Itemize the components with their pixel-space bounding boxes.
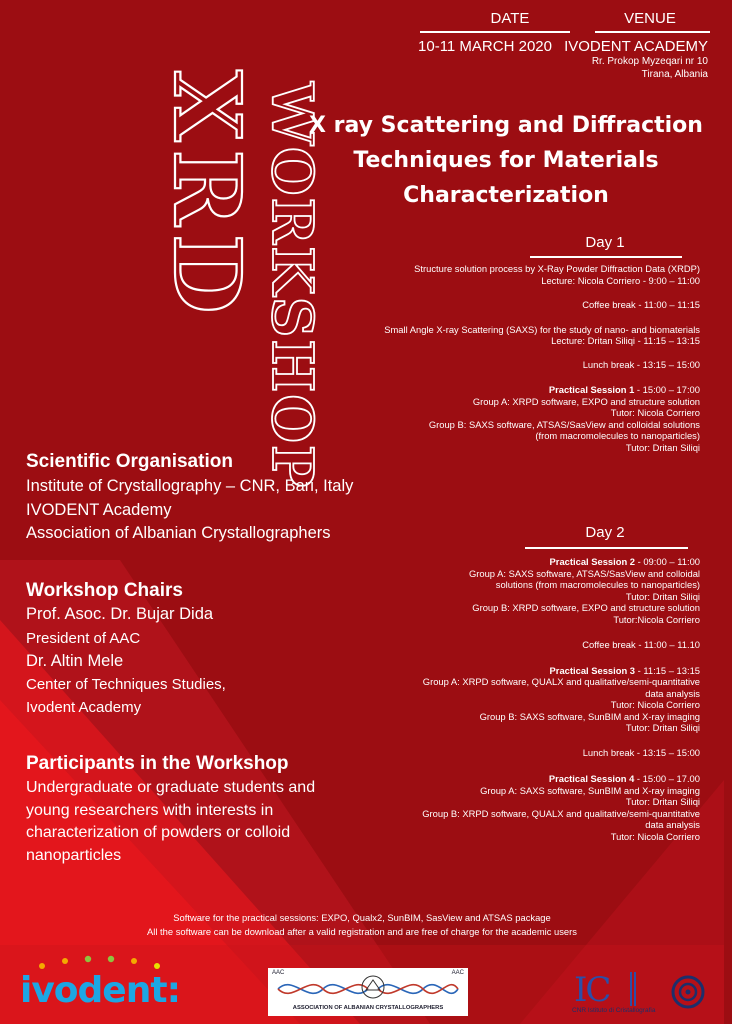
ps4-group-a: Group A: SAXS software, SunBIM and X-ray imaging (480, 784, 700, 796)
ps4-group-b-line2: data analysis (645, 819, 700, 830)
ic-bar-2 (634, 972, 636, 1006)
chairs-line3: Dr. Altin Mele (26, 651, 124, 670)
title-line3: Characterization (403, 183, 609, 208)
chairs-line2: President of AAC (26, 629, 141, 647)
day2-lunch-break: Lunch break - 13:15 – 15:00 (582, 747, 700, 758)
venue-rule (595, 31, 710, 33)
ps4-time: - 15:00 – 17.00 (634, 773, 700, 784)
aac-logo (268, 968, 468, 1016)
venue-block (540, 38, 708, 81)
ps3-group-b: Group B: SAXS software, SunBIM and X-ray imaging (479, 710, 700, 722)
day1-rule (530, 256, 682, 258)
day1-session2-title: Small Angle X-ray Scattering (SAXS) for the study of nano- and biomaterials (384, 323, 700, 335)
ps2-group-a-line1: Group A: SAXS software, ATSAS/SasView and colloidal (468, 567, 700, 579)
ps4-group-b-line1: Group B: XRPD software, QUALX and qualitative/semi-quantitative (422, 807, 700, 819)
date-label: DATE (490, 10, 530, 27)
ps4-tutor-b: Tutor: Nicola Corriero (610, 830, 700, 842)
day1-practical-session1 (280, 384, 700, 396)
participants-heading: Participants in the Workshop (26, 753, 289, 774)
participants-line1: Undergraduate or graduate students and (26, 779, 316, 796)
footer-software-note (0, 911, 724, 939)
aac-tag-left: AAC (272, 970, 285, 976)
ic-wordmark: IC (574, 970, 610, 1010)
footer-line2: All the software can be download after a valid registration and are free of charge for the academic users (147, 926, 577, 937)
sci-org-line1: Institute of Crystallography – CNR, Bari, Italy (26, 477, 354, 495)
ivodent-wordmark: ivodent: (20, 970, 180, 1011)
ps1-group-b-line2: (from macromolecules to nanoparticles) (535, 430, 700, 441)
ps3-time: - 11:15 – 13:15 (635, 664, 700, 676)
participants (26, 753, 386, 867)
ps1-name: Practical Session 1 (548, 384, 635, 395)
ps1-tutor-a: Tutor: Nicola Corriero (610, 407, 700, 418)
ic-bar (630, 972, 632, 1006)
scientific-organisation (26, 451, 406, 546)
title-line2: Techniques for Materials (353, 148, 659, 173)
ps2-name: Practical Session 2 (549, 556, 636, 567)
sci-org-line2: IVODENT Academy (26, 500, 172, 519)
ps2-group-b: Group B: XRPD software, EXPO and structure solution (472, 602, 700, 613)
venue-address-line2: Tirana, Albania (641, 69, 708, 80)
ps2-tutor-b: Tutor:Nicola Corriero (613, 613, 700, 625)
day2-practical-session2 (280, 556, 700, 568)
ps3-group-a-line2: data analysis (645, 687, 700, 699)
date-rule (420, 31, 570, 33)
workshop-logo-text: WORKSHOP (259, 82, 325, 490)
venue-name: IVODENT ACADEMY (564, 38, 708, 55)
cnr-swirl-icon (668, 972, 708, 1012)
ivodent-logo (20, 952, 180, 1012)
participants-line3: characterization of powders or colloid (26, 824, 291, 841)
chairs-heading: Workshop Chairs (26, 580, 183, 601)
date-value: 10-11 MARCH 2020 (418, 38, 552, 55)
ps3-tutor-b: Tutor: Dritan Siliqi (625, 722, 700, 733)
participants-line4: nanoparticles (26, 846, 122, 864)
workshop-chairs (26, 580, 366, 719)
ps4-tutor-a: Tutor: Dritan Siliqi (625, 796, 700, 807)
ps1-group-b-line1: Group B: SAXS software, ATSAS/SasView and colloidal solutions (428, 418, 700, 430)
venue-address-line1: Rr. Prokop Myzeqari nr 10 (591, 56, 708, 67)
aac-name: ASSOCIATION OF ALBANIAN CRYSTALLOGRAPHERS (292, 1005, 444, 1011)
ps3-tutor-a: Tutor: Nicola Corriero (610, 699, 700, 710)
day1-lunch-break: Lunch break - 13:15 – 15:00 (582, 359, 700, 370)
ps3-name: Practical Session 3 (549, 664, 636, 676)
day1-label: Day 1 (585, 234, 625, 251)
day2-rule (525, 547, 688, 549)
ps2-time: - 09:00 – 11:00 (635, 556, 700, 567)
day1-coffee-break: Coffee break - 11:00 – 11:15 (582, 298, 700, 310)
chairs-line5: Ivodent Academy (26, 699, 142, 716)
day1-schedule (280, 263, 700, 453)
ps4-name: Practical Session 4 (548, 773, 635, 784)
sci-org-line3: Association of Albanian Crystallographers (26, 524, 331, 542)
participants-line2: young researchers with interests in (26, 801, 274, 819)
footer-line1: Software for the practical sessions: EXPO, Qualx2, SunBIM, SasView and ATSAS package (173, 912, 551, 923)
ps2-tutor-a: Tutor: Dritan Siliqi (625, 590, 700, 602)
venue-label: VENUE (624, 10, 676, 27)
day2-coffee-break: Coffee break - 11:00 – 11.10 (582, 638, 700, 650)
chairs-line1: Prof. Asoc. Dr. Bujar Dida (26, 605, 214, 623)
day1-session1-title: Structure solution process by X-Ray Powder Diffraction Data (XRDP) (414, 263, 700, 274)
ps1-tutor-b: Tutor: Dritan Siliqi (625, 441, 700, 453)
ps1-time: - 15:00 – 17:00 (634, 384, 700, 395)
ps3-group-a-line1: Group A: XRPD software, QUALX and qualitative/semi-quantitative (422, 676, 700, 687)
xrd-logo-text: XRD (153, 70, 261, 322)
title-line1: X ray Scattering and Diffraction (309, 113, 703, 138)
day2-label: Day 2 (585, 524, 625, 541)
ps2-group-a-line2: solutions (from macromolecules to nanoparticles) (495, 579, 700, 590)
ic-subtitle: CNR Istituto di Cristallografia (572, 1007, 656, 1014)
aac-tag-right: AAC (451, 970, 464, 976)
day1-session1-lecture: Lecture: Nicola Corriero - 9:00 – 11:00 (541, 274, 700, 286)
sci-org-heading: Scientific Organisation (26, 451, 233, 472)
day1-session2-lecture: Lecture: Dritan Siliqi - 11:15 – 13:15 (551, 335, 700, 346)
ic-cnr-logo (572, 970, 656, 1014)
ps1-group-a: Group A: XRPD software, EXPO and structure solution (472, 395, 700, 407)
workshop-title (290, 108, 722, 213)
dna-helix-icon (278, 974, 458, 1004)
chairs-line4: Center of Techniques Studies, (26, 676, 226, 693)
